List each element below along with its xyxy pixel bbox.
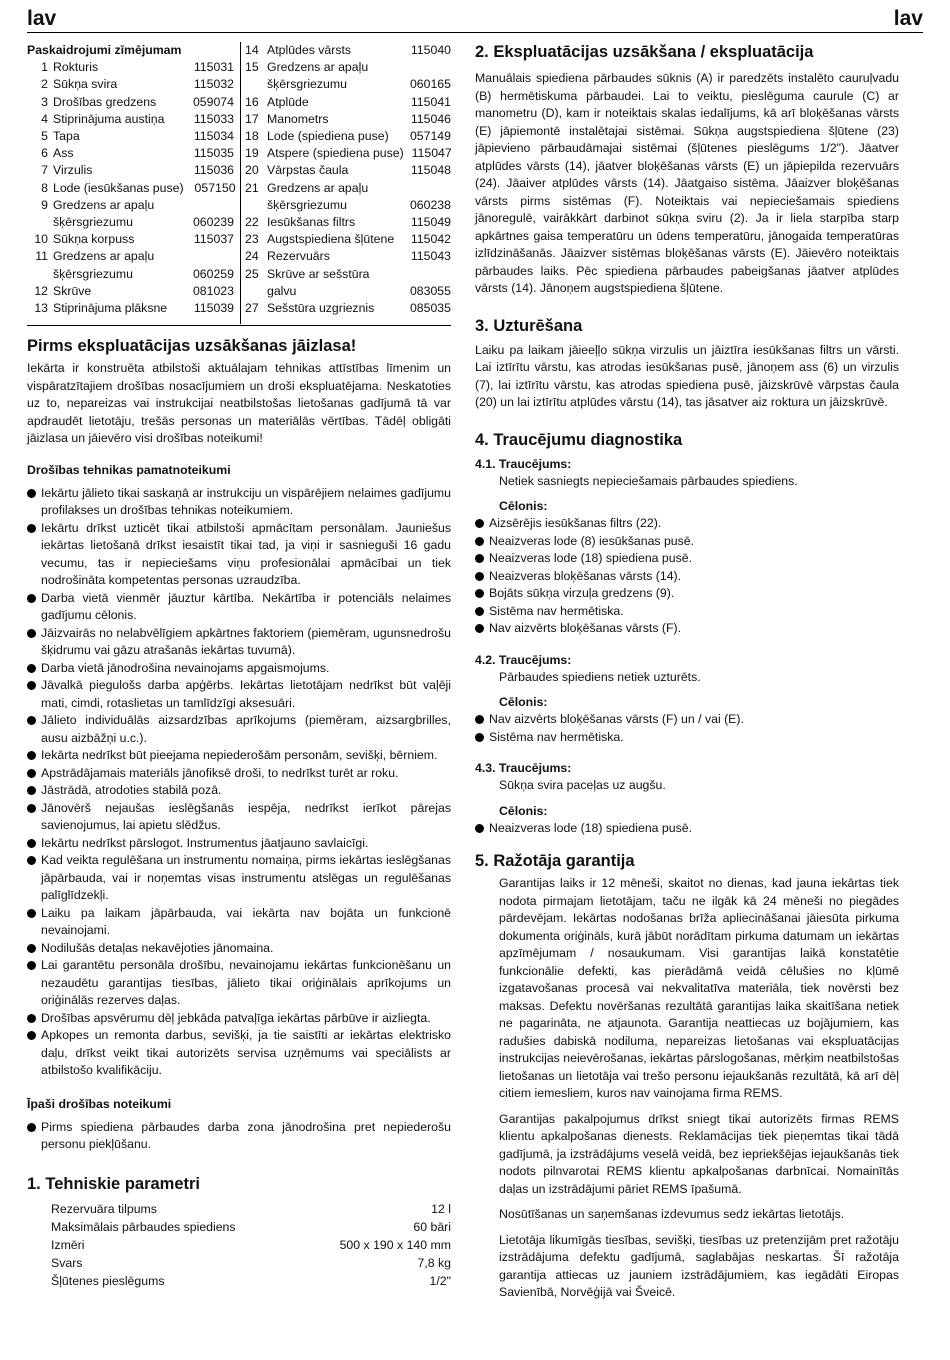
part-code: 115040 <box>410 43 451 57</box>
parts-row <box>27 197 234 214</box>
part-name: Atplūdes vārsts <box>267 43 352 57</box>
part-name: Vārpstas čaula <box>267 163 349 178</box>
part-number: 25 <box>245 266 259 281</box>
part-name: Drošības gredzens <box>53 94 157 109</box>
part-code: 115049 <box>410 215 451 230</box>
basic-safety-item: Apkopes un remonta darbus, sevišķi, ja tie saistīti ar iekārtas elektrisko daļu, drīkst veikt tikai autorizēts servisa uzņēmums vai speciālists ar atbilstošo kvalifikāciju. <box>27 1027 451 1080</box>
maintenance-title: 3. Uzturēšana <box>475 316 583 335</box>
part-code <box>182 248 234 265</box>
cause-item: Sistēma nav hermētiska. <box>475 603 899 621</box>
diagnostics-title: 4. Traucējumu diagnostika <box>475 430 683 449</box>
part-name: Stiprinājuma plāksne <box>53 301 168 316</box>
cause-list <box>475 820 899 838</box>
basic-safety-item: Darba vietā jānodrošina nevainojams apgaismojums. <box>27 660 451 678</box>
part-code: 115043 <box>410 249 451 264</box>
tech-spec-row <box>51 1272 451 1290</box>
part-code: 115042 <box>410 232 451 247</box>
basic-safety-item: Jāizvairās no nelabvēlīgiem apkārtnes faktoriem (piemēram, ugunsnedrošu šķidrumu vai gāzu atrašanās iekārtas tuvumā). <box>27 625 451 660</box>
parts-row <box>245 231 451 248</box>
part-code: 115033 <box>193 111 234 126</box>
part-name: Gredzens ar apaļu <box>267 180 369 195</box>
tech-title: 1. Tehniskie parametri <box>27 1174 201 1193</box>
cause-item: Aizsērējis iesūkšanas filtrs (22). <box>475 515 899 533</box>
part-code: 083055 <box>409 283 451 298</box>
part-name: Skrūve <box>53 283 92 298</box>
parts-row <box>245 248 451 265</box>
parts-row <box>245 197 451 214</box>
cause-label: Cēlonis: <box>499 803 548 818</box>
parts-legend-title: Paskaidrojumi zīmējumam <box>27 43 182 57</box>
basic-safety-item: Jālieto individuālās aizsardzības aprīkojums (piemēram, aizsargbrilles, ausu aizbāžņi u.c.). <box>27 712 451 747</box>
basic-safety-list <box>27 485 451 1080</box>
tech-spec-row <box>51 1218 451 1236</box>
diagnostics-cases <box>475 456 899 838</box>
basic-safety-item: Iekārta nedrīkst būt pieejama nepiederošām personām, sevišķi, bērniem. <box>27 747 451 765</box>
before-use-title: Pirms ekspluatācijas uzsākšanas jāizlasa! <box>27 337 357 355</box>
part-name: Atplūde <box>267 94 309 109</box>
part-name: Sešstūra uzgrieznis <box>267 301 375 316</box>
part-number <box>27 266 53 283</box>
part-name: Sūkņa svira <box>53 77 118 92</box>
part-code: 060239 <box>192 215 234 230</box>
parts-row <box>27 214 234 231</box>
part-code <box>403 266 451 283</box>
part-number: 16 <box>245 94 259 109</box>
part-name: Atspere (spiediena puse) <box>267 146 404 161</box>
part-code <box>403 59 451 76</box>
part-number: 4 <box>41 111 48 126</box>
part-code: 115041 <box>410 94 451 109</box>
part-number: 6 <box>41 146 48 161</box>
cause-label: Cēlonis: <box>499 499 548 513</box>
page-header <box>27 6 923 33</box>
part-name: Iesūkšanas filtrs <box>267 215 356 230</box>
tech-spec-value: 12 l <box>431 1201 451 1216</box>
fault-number: 4.2. Traucējums: <box>475 652 572 667</box>
warranty-paragraph: Garantijas laiks ir 12 mēneši, skaitot no dienas, kad jauna iekārtas tiek nodota pirmajam lietotājam, taču ne ilgāk kā 24 mēneši no piegādes pārdevējam. Iekārtas nodošanas brīža apliecināšanai jāiesūta pirkuma dokumenta oriģināls, kurā jābūt norādītam pirkuma datumam un iekārtas apzīmējumam / nosaukumam. Visi garantijas laikā konstatētie funkcionālie defekti, kas pierādāmā veidā cēlušies no kļūmē izgatavošanas procesā vai nekvalitatīva materiāla, tiek novērsti bez maksas. Defektu novēršanas rezultātā garantijas laika skaitīšana netiek ne pagarināta, ne atjaunota. Garantija neattiecas uz bojājumiem, kas radušies dabiskā nodiluma, nepareizas lietošanas vai ekspluatācijas instrukcijas neievērošanas, iekārtas pārslogošanas, mērķim neatbilstošas lietošanas un lietotāja vai trešo personu iejaukšanās rezultātā, kā arī dēļ citiem iemesliem, kuros nav vainojama firma REMS. <box>499 876 899 1100</box>
diagnostic-case <box>475 456 899 638</box>
part-number: 7 <box>41 163 48 178</box>
cause-item: Nav aizvērts bloķēšanas vārsts (F). <box>475 620 899 638</box>
part-name: Lode (iesūkšanas puse) <box>53 180 184 195</box>
basic-safety-item: Iekārtu nedrīkst pārslogot. Instrumentus jāatjauno savlaicīgi. <box>27 835 451 853</box>
part-name: galvu <box>267 283 297 298</box>
basic-safety-item: Iekārtu drīkst uzticēt tikai atbilstoši apmācītam personālam. Jauniešus iekārtas lietošanā drīkst iesaistīt tikai tad, ja viņi ir sasnieguši 16 gadu vecumu, tas ir nepieciešams viņu profesionālai apmācībai un tiek nodrošināta kompetentas personas uzraudzība. <box>27 520 451 590</box>
part-number: 24 <box>245 249 259 264</box>
part-name: Stiprinājuma austiņa <box>53 111 165 126</box>
parts-row <box>27 162 234 179</box>
tech-spec-label: Svars <box>51 1255 83 1270</box>
cause-item: Sistēma nav hermētiska. <box>475 729 899 747</box>
part-number: 3 <box>41 94 48 109</box>
parts-row <box>245 300 451 317</box>
part-code: 057150 <box>194 180 236 195</box>
parts-row <box>245 76 451 93</box>
warranty-title: 5. Ražotāja garantija <box>475 852 635 870</box>
basic-safety-item: Laiku pa laikam jāpārbauda, vai iekārta nav bojāta un funkcionē nevainojami. <box>27 905 451 940</box>
diagnostic-case <box>475 652 899 747</box>
part-name: Skrūve ar sešstūra <box>267 266 370 281</box>
before-use-intro: Iekārta ir konstruēta atbilstoši aktuālajam tehnikas attīstības līmenim un vispāratzītajiem drošības nosacījumiem un droši ekspluatējama. Neskatoties uz to, nepareizas vai instrukcijai neatbilstošas lietošanas gadījumā tā var apdraudēt lietotāju, trešās personas un materiālās vērtības. Tādēļ obligāti jāizlasa un jāievēro visi drošības noteikumi! <box>27 361 451 445</box>
part-name: šķērsgriezumu <box>267 77 347 92</box>
part-name: Sūkņa korpuss <box>53 232 135 247</box>
parts-row <box>245 111 451 128</box>
part-number: 10 <box>34 232 48 247</box>
parts-row <box>27 94 234 111</box>
part-name: Gredzens ar apaļu <box>267 60 369 75</box>
special-safety-item: Pirms spiediena pārbaudes darba zona jānodrošina pret nepiederošu personu piekļūšanu. <box>27 1119 451 1154</box>
basic-safety-item: Darba vietā vienmēr jāuztur kārtība. Nekārtība ir potenciāls nelaimes gadījumu cēlonis. <box>27 590 451 625</box>
part-number: 22 <box>245 215 259 230</box>
cause-list <box>475 515 899 638</box>
parts-row <box>245 94 451 111</box>
part-code: 081023 <box>192 283 234 298</box>
part-name: Tapa <box>53 129 80 144</box>
part-number: 5 <box>41 129 48 144</box>
part-number: 18 <box>245 129 259 144</box>
warranty-body <box>499 875 899 1302</box>
parts-row <box>27 266 234 283</box>
diagnostic-case <box>475 760 899 837</box>
right-column <box>475 42 899 1302</box>
part-code: 059074 <box>192 94 234 109</box>
part-code: 060259 <box>192 266 234 281</box>
part-number: 15 <box>245 60 259 75</box>
parts-row <box>245 145 451 162</box>
basic-safety-item: Nodilušās detaļas nekavējoties jānomaina. <box>27 940 451 958</box>
part-code: 115037 <box>193 232 234 247</box>
tech-spec-row <box>51 1200 451 1218</box>
part-number: 13 <box>34 301 48 316</box>
cause-item: Nav aizvērts bloķēšanas vārsts (F) un / vai (E). <box>475 711 899 729</box>
parts-row <box>27 145 234 162</box>
cause-label: Cēlonis: <box>499 695 548 709</box>
fault-description: Netiek sasniegts nepieciešamais pārbaudes spiediens. <box>499 473 798 488</box>
parts-row <box>245 180 451 197</box>
tech-spec-value: 60 bāri <box>413 1219 451 1234</box>
special-safety-title: Īpaši drošības noteikumi <box>27 1096 172 1111</box>
tech-spec-row <box>51 1254 451 1272</box>
fault-description: Sūkņa svira paceļas uz augšu. <box>499 778 666 792</box>
parts-row <box>27 76 234 93</box>
parts-row <box>245 283 451 300</box>
parts-legend-right <box>240 42 451 324</box>
part-code: 085035 <box>409 301 451 316</box>
special-safety-list <box>27 1119 451 1154</box>
parts-row <box>27 128 234 145</box>
part-code <box>403 180 451 197</box>
parts-row <box>27 180 234 197</box>
basic-safety-item: Iekārtu jālieto tikai saskaņā ar instrukciju un vispārējiem nelaimes gadījumu profilakses un drošības tehnikas noteikumiem. <box>27 485 451 520</box>
parts-row <box>245 266 451 283</box>
tech-spec-label: Izmēri <box>51 1237 85 1252</box>
part-number: 21 <box>245 180 259 195</box>
parts-row <box>27 231 234 248</box>
basic-safety-item: Lai garantētu personāla drošību, nevainojamu iekārtas funkcionēšanu un nezaudētu garantijas tiesības, jālieto tikai oriģinālais aprīkojums un oriģinālās rezerves daļas. <box>27 957 451 1010</box>
part-number: 20 <box>245 163 259 178</box>
operation-title: 2. Ekspluatācijas uzsākšana / ekspluatācija <box>475 43 814 61</box>
part-code: 060165 <box>409 77 451 92</box>
part-code: 115039 <box>193 301 234 316</box>
fault-number: 4.1. Traucējums: <box>475 456 572 471</box>
cause-item: Bojāts sūkņa virzuļa gredzens (9). <box>475 585 899 603</box>
operation-text: Manuālais spiediena pārbaudes sūknis (A) ir paredzēts instalēto cauruļvadu (B) hermētiskuma pārbaudei. Lai to veiktu, pieslēguma caurule (C) ar manometru (D), kam ir noteiktais skalas iedalījums, kā arī bloķēšanas vārsts (E) jāpiemontē instalētajai sistēmai. Sūkņa augstspiediena šļūtene (23) jāpievieno pārbaudāmajai sistēmai (šļūtenes pieslēgums 1/2"). Jāatver atplūdes vārsts (14), jāatver bloķēšanas vārsts (E) un jāpiepilda rezervuārs (24). Jāaiver atplūdes vārsts (14). Jāatgaiso sistēma. Jāaizver bloķēšanas vārsts pirms sistēmas (F). Noteiktais vai nepieciešamais spiediens jānoregulē, vairākkārt darbinot sūkņa sviru (2). Ja ir liela starpība starp apkārtnes gaisa temperatūru un ūdens temperatūru, jānogaida temperatūras izlīdzināšanās. Jāaizver sistēmas bloķēšanas vārsts (E). Jāievēro noteiktais pārbaudes laiks. Pēc spiediena pārbaudes pabeigšanas jāatver atplūdes vārsts (14). Jānoņem augstspiediena šļūtene. <box>475 71 899 295</box>
tech-spec-label: Rezervuāra tilpums <box>51 1201 157 1216</box>
parts-row <box>27 248 234 265</box>
part-name: Rokturis <box>53 60 99 75</box>
part-name: Virzulis <box>53 163 93 178</box>
part-code: 057149 <box>409 129 451 144</box>
parts-divider <box>27 325 451 326</box>
left-column <box>27 42 451 1290</box>
cause-list <box>475 711 899 746</box>
parts-row <box>245 59 451 76</box>
part-number: 27 <box>245 301 259 316</box>
part-name: Augstspiediena šļūtene <box>267 232 395 247</box>
parts-legend-left <box>27 42 234 317</box>
basic-safety-item: Apstrādājamais materiāls jānofiksē droši, to nedrīkst turēt ar roku. <box>27 765 451 783</box>
parts-row <box>245 128 451 145</box>
cause-item: Neaizveras lode (18) spiediena pusē. <box>475 820 899 838</box>
part-code: 115031 <box>193 60 234 75</box>
part-number <box>27 214 53 231</box>
part-number: 2 <box>41 77 48 92</box>
cause-item: Neaizveras lode (8) iesūkšanas pusē. <box>475 533 899 551</box>
parts-row <box>245 214 451 231</box>
part-name: Gredzens ar apaļu <box>53 197 155 212</box>
part-code: 115047 <box>411 146 452 161</box>
header-lang-left: lav <box>27 7 57 30</box>
part-name: Ass <box>53 146 74 161</box>
parts-legend <box>27 42 451 324</box>
header-lang-right: lav <box>893 7 923 30</box>
parts-list-right <box>245 42 451 317</box>
part-name: Gredzens ar apaļu <box>53 249 155 264</box>
part-name: šķērsgriezumu <box>53 266 133 281</box>
tech-spec-table <box>51 1200 451 1290</box>
tech-spec-label: Maksimālais pārbaudes spiediens <box>51 1219 236 1234</box>
part-number: 8 <box>41 180 48 195</box>
part-name: Rezervuārs <box>267 249 330 264</box>
warranty-paragraph: Nosūtīšanas un saņemšanas izdevumus sedz iekārtas lietotājs. <box>499 1207 845 1221</box>
fault-number: 4.3. Traucējums: <box>475 761 572 775</box>
part-number: 9 <box>41 197 48 212</box>
part-code: 060238 <box>409 197 451 212</box>
warranty-paragraph: Garantijas pakalpojumus drīkst sniegt tikai autorizēts firmas REMS klientu apkalpošanas dienests. Reklamācijas tiek pieņemtas tikai tādā gadījumā, ja izstrādājums veselā veidā, bez iepriekšējas iejaukšanās tiek nodots pilnvarotai REMS klientu apkalpošanas darbnīcai. Nomainītās daļas un izstrādājumi pāriet REMS īpašumā. <box>499 1111 899 1196</box>
part-number <box>245 283 267 300</box>
tech-spec-label: Šļūtenes pieslēgums <box>51 1273 165 1288</box>
parts-list-left <box>27 59 234 317</box>
tech-spec-value: 7,8 kg <box>417 1255 451 1270</box>
part-number: 23 <box>245 232 259 247</box>
part-code: 115035 <box>193 146 234 161</box>
tech-spec-value: 1/2" <box>429 1273 451 1288</box>
part-name: šķērsgriezumu <box>53 215 133 230</box>
tech-spec-value: 500 x 190 x 140 mm <box>339 1237 451 1252</box>
basic-safety-item: Drošības apsvērumu dēļ jebkāda patvaļīga iekārtas pārbūve ir aizliegta. <box>27 1010 451 1028</box>
part-code: 115036 <box>193 163 234 178</box>
basic-safety-item: Kad veikta regulēšana un instrumentu nomaiņa, pirms iekārtas ieslēgšanas jāpārbauda, vai ir noņemtas visas instrumentu atslēgas un regulēšanas palīglīdzekļi. <box>27 852 451 905</box>
part-code <box>182 197 234 214</box>
part-number <box>245 197 267 214</box>
fault-description: Pārbaudes spiediens netiek uzturēts. <box>499 669 701 684</box>
part-name: Manometrs <box>267 111 329 126</box>
maintenance-text: Laiku pa laikam jāieeļļo sūkņa virzulis un jāiztīra iesūkšanas filtrs un vārsti. Lai iztīrītu vārstu, kas atrodas iesūkšanas pusē, jānoņem ass (6) un virzulis (7), lai iztīrītu vārstu, kas atrodas spiediena pusē, jāizskrūvē vārpstas čaula (20) un lai iztīrītu atplūdes vārstu (14), tas jāsatver aiz roktura un jāizskrūvē. <box>475 342 899 409</box>
cause-item: Neaizveras bloķēšanas vārsts (14). <box>475 568 899 586</box>
part-number <box>245 76 267 93</box>
part-code: 115032 <box>193 77 234 92</box>
part-code: 115048 <box>410 163 451 178</box>
part-number: 11 <box>35 249 48 264</box>
part-code: 115034 <box>193 129 234 144</box>
tech-spec-row <box>51 1236 451 1254</box>
part-number: 14 <box>245 43 259 57</box>
cause-item: Neaizveras lode (18) spiediena pusē. <box>475 550 899 568</box>
basic-safety-title: Drošības tehnikas pamatnoteikumi <box>27 462 231 477</box>
parts-row <box>27 111 234 128</box>
parts-row <box>245 42 451 59</box>
parts-row <box>27 300 234 317</box>
part-number: 19 <box>245 146 259 161</box>
part-number: 1 <box>41 60 48 75</box>
warranty-paragraph: Lietotāja likumīgās tiesības, sevišķi, tiesības uz pretenzijām pret ražotāju izstrādājuma defektu gadījumā, saglabājas neskartas. Šī ražotāja garantija attiecas uz jauniem izstrādājumiem, kas iegādāti Eiropas Savienībā, Norvēģijā vai Šveicē. <box>499 1232 899 1299</box>
parts-row <box>27 283 234 300</box>
basic-safety-item: Jāstrādā, atrodoties stabilā pozā. <box>27 782 451 800</box>
part-number: 12 <box>34 283 48 298</box>
part-name: šķērsgriezumu <box>267 197 347 212</box>
part-name: Lode (spiediena puse) <box>267 129 389 144</box>
basic-safety-item: Jāvalkā piegulošs darba apģērbs. Iekārtas lietotājam nedrīkst būt vaļēji mati, cimdi, rotaslietas un tamlīdzīgi aksesuāri. <box>27 677 451 712</box>
part-code: 115046 <box>410 111 451 126</box>
parts-row <box>245 162 451 179</box>
basic-safety-item: Jānovērš nejaušas ieslēgšanās iespēja, nedrīkst ierīkot pārejas savienojumus, lai apietu slēdžus. <box>27 800 451 835</box>
parts-row <box>27 59 234 76</box>
part-number: 17 <box>245 111 259 126</box>
